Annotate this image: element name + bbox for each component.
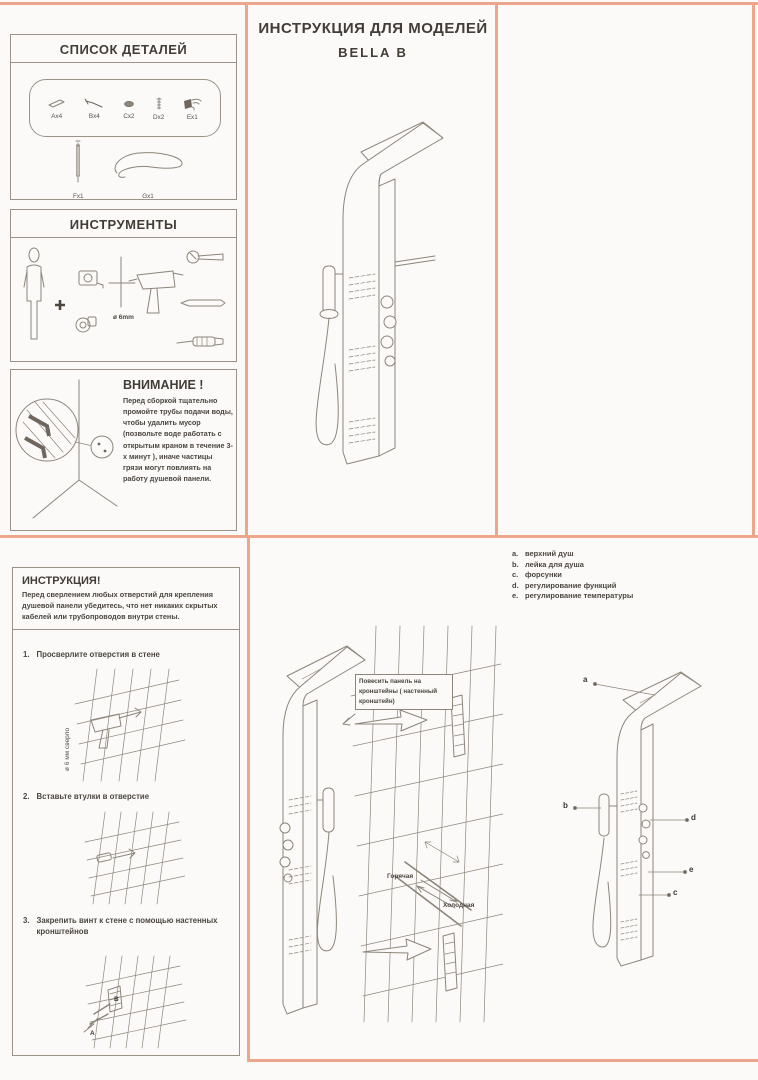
labeled-panel-diagram bbox=[555, 658, 755, 1003]
callout-e: e bbox=[689, 865, 694, 874]
bolt-icon bbox=[153, 96, 165, 112]
shower-hose-icon bbox=[109, 147, 187, 185]
legend-item bbox=[512, 549, 752, 560]
legend-text: регулирование температуры bbox=[525, 591, 634, 600]
parts-tray bbox=[29, 79, 221, 137]
drill-icon bbox=[109, 257, 183, 313]
instruction-warning: Перед сверлением любых отверстий для крепления душевой панели убедитесь, что нет никаких скрытых кабелей или трубопроводов внутри стены. bbox=[22, 590, 218, 621]
attention-body: Перед сборкой тщательно промойте трубы подачи воды, чтобы удалить мусор (позвольте воде работать с открытым краном в течение 3-х минут ), иначе частицы грязи могут повлиять на работу душевой панели. bbox=[123, 396, 233, 484]
parts-list-box bbox=[10, 34, 237, 200]
callout-b: b bbox=[563, 801, 568, 810]
callout-a: a bbox=[583, 675, 588, 684]
part-item-e bbox=[180, 96, 204, 121]
cold-water-label: Холодная bbox=[443, 902, 475, 909]
parts-legend bbox=[512, 549, 752, 602]
legend-item bbox=[512, 560, 752, 571]
section-divider bbox=[0, 535, 758, 538]
part-label: Bx4 bbox=[88, 113, 100, 120]
flush-pipes-illustration bbox=[13, 376, 121, 526]
page-title-line2: BELLA B bbox=[338, 45, 408, 60]
hot-water-label: Горячая bbox=[387, 873, 414, 880]
person-icon bbox=[24, 248, 44, 339]
legend-key: d. bbox=[512, 580, 519, 590]
screwdriver-icon bbox=[177, 337, 223, 346]
screw-icon bbox=[83, 96, 105, 111]
section-divider bbox=[752, 2, 755, 538]
legend-key: c. bbox=[512, 570, 519, 579]
instruction-box bbox=[12, 567, 240, 1056]
step-text: Просверлите отверстия в стене bbox=[36, 650, 160, 659]
step-2-illustration bbox=[73, 808, 185, 908]
part-item-f bbox=[73, 139, 84, 203]
step-number: 3. bbox=[23, 916, 30, 925]
part-label: Fx1 bbox=[73, 193, 84, 200]
part-item-g bbox=[109, 147, 187, 203]
drill-bit-icon bbox=[181, 300, 225, 306]
drill-size-label: ø 6 мм сверло bbox=[64, 727, 71, 771]
plus-icon bbox=[55, 300, 65, 310]
step-number: 2. bbox=[23, 792, 30, 801]
legend-text: верхний душ bbox=[525, 549, 574, 558]
step-text: Закрепить винт к стене с помощью настенных кронштейнов bbox=[36, 916, 218, 936]
tools-box bbox=[10, 209, 237, 362]
legend-item bbox=[512, 581, 752, 592]
part-label: Ax4 bbox=[51, 113, 63, 120]
section-divider bbox=[247, 1059, 758, 1062]
part-label: Dx2 bbox=[153, 113, 165, 121]
part-label: Gx1 bbox=[142, 193, 154, 200]
hand-shower-icon bbox=[316, 266, 343, 445]
section-divider bbox=[0, 2, 758, 5]
bracket-mark-a: A bbox=[90, 1030, 95, 1037]
drill-diameter-label: ø 6mm bbox=[113, 314, 134, 321]
bracket-hand-icon bbox=[180, 96, 204, 112]
legend-text: регулирование функций bbox=[525, 580, 617, 590]
wrench-icon bbox=[187, 251, 223, 263]
washer-icon bbox=[121, 96, 137, 111]
step-number: 1. bbox=[23, 650, 30, 659]
attention-box bbox=[10, 369, 237, 531]
step-3 bbox=[23, 916, 228, 938]
section-divider bbox=[247, 538, 250, 1062]
long-screw-icon bbox=[73, 139, 83, 185]
shower-panel-illustration bbox=[283, 100, 458, 485]
labeled-panel-illustration bbox=[555, 658, 755, 1003]
page-title bbox=[250, 20, 496, 60]
bracket-mark-b: B bbox=[114, 996, 119, 1003]
legend-text: форсунки bbox=[525, 570, 562, 579]
legend-key: b. bbox=[512, 559, 519, 569]
part-item-c bbox=[121, 96, 137, 120]
callout-d: d bbox=[691, 813, 696, 822]
part-label: Cx2 bbox=[123, 113, 135, 120]
part-label: Ex1 bbox=[186, 113, 198, 121]
page-title-line1: ИНСТРУКЦИЯ ДЛЯ МОДЕЛЕЙ bbox=[258, 20, 488, 37]
step-2 bbox=[23, 792, 228, 803]
callout-c: c bbox=[673, 888, 678, 897]
part-item-a bbox=[46, 96, 68, 120]
mounting-note: Повесить панель на кронштейны ( настенный кронштейн) bbox=[355, 674, 453, 710]
parts-extra-row bbox=[11, 139, 238, 199]
legend-key: e. bbox=[512, 591, 519, 600]
step-1 bbox=[23, 650, 228, 661]
wall-anchor-icon bbox=[46, 96, 68, 111]
tape-measure-icon bbox=[79, 271, 103, 288]
section-divider bbox=[245, 2, 248, 538]
attention-title: ВНИМАНИЕ ! bbox=[123, 378, 204, 392]
legend-text: лейка для душа bbox=[525, 559, 584, 569]
mounting-diagram bbox=[255, 618, 503, 1042]
tools-illustration bbox=[17, 243, 231, 359]
pipe-fitting-icon bbox=[76, 317, 96, 332]
section-divider bbox=[495, 2, 498, 538]
step-3-illustration bbox=[68, 952, 193, 1052]
parts-list-title: СПИСОК ДЕТАЛЕЙ bbox=[11, 35, 236, 63]
legend-item bbox=[512, 570, 752, 581]
legend-item bbox=[512, 591, 752, 602]
part-item-d bbox=[153, 96, 165, 121]
instruction-header bbox=[13, 568, 239, 630]
legend-key: a. bbox=[512, 549, 519, 558]
tools-title: ИНСТРУМЕНТЫ bbox=[11, 210, 236, 238]
step-text: Вставьте втулки в отверстие bbox=[36, 792, 150, 801]
instruction-title: ИНСТРУКЦИЯ! bbox=[22, 575, 101, 587]
step-1-illustration bbox=[61, 664, 186, 786]
part-item-b bbox=[83, 96, 105, 120]
attention-text bbox=[123, 378, 233, 484]
